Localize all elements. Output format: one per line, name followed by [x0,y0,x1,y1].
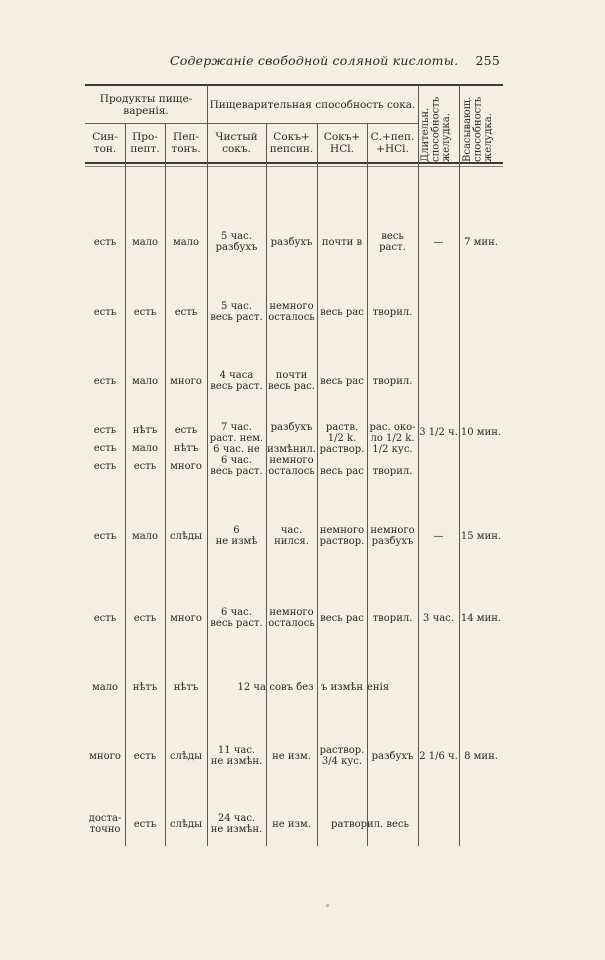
cell-syntonin: мало [91,681,119,693]
subheader-pure-juice: Чистый сокъ. [215,131,258,155]
cell-pure-juice: 4 часа весь раст. [210,370,263,392]
cell-juice-hcl: раствор. 3/4 кус. [319,745,365,767]
cell-syntonin: есть [93,375,117,387]
cell-juice-pepsin-hcl: немного разбухъ [370,525,415,547]
running-header-title: Содержаніе свободной соляной кислоты. [170,53,459,68]
cell-stomach-digestive: 2 1/6 ч. [419,750,458,762]
cell-juice-pepsin: разбухъ измѣнил. немного осталось [267,421,316,477]
header-stomach-digestive: Длительн. способность желудка. [420,96,452,162]
cell-peptone: много [170,612,202,624]
cell-propeptone: мало [131,375,159,387]
cell-juice-pepsin-hcl: рас. око- ло 1/2 k. 1/2 кус. творил. [369,421,416,477]
cell-juice-hcl: почти в [321,236,363,248]
cell-stomach-digestive [418,367,459,395]
cell-stomach-digestive [418,678,459,696]
cell-pure-juice: 6 час. весь раст. [210,607,263,629]
cell-pure-juice: 24 час. не измѣн. [210,813,263,835]
cell-pure-juice: 7 час. раст. нем. 6 час. не 6 час. весь раст. [209,421,264,477]
cell-propeptone: есть [133,750,157,762]
cell-juice-pepsin-hcl: разбухъ [371,750,414,762]
cell-propeptone: нѣтъ [132,681,158,693]
cell-syntonin: есть [93,530,117,542]
column-divider [459,85,460,846]
cell-stomach-digestive [418,298,459,326]
cell-peptone: нѣтъ [173,681,199,693]
cell-stomach-absorptive: 8 мин. [464,750,498,762]
cell-juice-pepsin-hcl: творил. [372,306,413,318]
cell-juice-hcl: весь рас [320,375,364,387]
header-digestion-products: Продукты пище- варенія. [99,93,193,117]
cell-stomach-absorptive [459,298,503,326]
cell-syntonin: много [89,750,121,762]
cell-syntonin: есть [93,306,117,318]
cell-propeptone: есть [133,306,157,318]
cell-stomach-absorptive [459,678,503,696]
cell-stomach-absorptive: 10 мин. [460,426,502,438]
cell-stomach-digestive: 3 час. [423,612,454,624]
cell-juice-pepsin: разбухъ [270,236,313,248]
cell-juice-pepsin: не изм. [272,750,311,762]
cell-juice-pepsin: час. нился. [274,525,309,547]
cell-syntonin: есть [93,612,117,624]
page-number: 255 [475,53,500,68]
subheader-juice-hcl: Сокъ+ HCl. [323,131,361,155]
cell-stomach-absorptive: 14 мин. [460,612,502,624]
cell-stomach-digestive: — [433,236,444,248]
cell-pure-juice: 5 час. весь раст. [210,301,263,323]
subheader-peptone: Пеп- тонъ. [171,131,201,155]
cell-peptone: много [170,375,202,387]
paper-speck [326,904,329,907]
subheader-propeptone: Про- пепт. [130,131,160,155]
cell-juice-pepsin: немного осталось [268,301,315,323]
cell-juice-hcl: весь рас [320,306,364,318]
cell-propeptone: есть [133,818,157,830]
cell-juice-pepsin: совъ без [269,681,314,693]
cell-juice-pepsin-hcl: енія [367,681,390,693]
cell-juice-hcl: ратвор [331,818,367,830]
cell-syntonin: доста- точно [88,813,122,835]
cell-peptone: есть [174,306,198,318]
cell-pure-juice: 6 не измѣ [215,525,258,547]
cell-juice-hcl: немного раствор. [319,525,365,547]
cell-stomach-absorptive [459,367,503,395]
cell-propeptone: мало [131,236,159,248]
header-digestive-power: Пищеварительная способность сока. [209,99,416,111]
cell-peptone: слѣды [169,530,203,542]
cell-stomach-digestive [418,810,459,838]
cell-juice-pepsin-hcl: ил. весь [367,818,409,830]
cell-juice-pepsin-hcl: творил. [372,375,413,387]
cell-pure-juice: 12 ча [237,681,266,693]
cell-syntonin: есть есть есть [93,425,117,472]
header-bottom-rule [85,162,503,164]
cell-stomach-digestive: 3 1/2 ч. [419,426,458,438]
cell-peptone: есть нѣтъ много [170,425,202,472]
cell-peptone: мало [172,236,200,248]
cell-propeptone: нѣтъ мало есть [131,425,159,472]
cell-juice-pepsin: не изм. [272,818,311,830]
cell-propeptone: мало [131,530,159,542]
cell-juice-hcl: раств. 1/2 k. раствор. весь рас [319,421,365,477]
header-stomach-absorptive: Всасывающ. способность желудка. [462,96,494,162]
cell-juice-hcl: ъ измѣн [320,681,364,693]
subheader-rule [85,123,418,124]
column-divider [418,85,419,846]
cell-propeptone: есть [133,612,157,624]
cell-pure-juice: 11 час. не измѣн. [210,745,263,767]
cell-syntonin: есть [93,236,117,248]
cell-juice-pepsin: немного осталось [268,607,315,629]
cell-juice-hcl: весь рас [320,612,364,624]
cell-juice-pepsin-hcl: весь раст. [379,231,406,253]
subheader-syntonin: Син- тон. [92,131,118,155]
cell-stomach-absorptive: 7 мин. [464,236,498,248]
cell-juice-pepsin: почти весь рас. [268,370,315,392]
cell-stomach-digestive: — [433,530,444,542]
header-bottom-rule-2 [85,166,503,167]
cell-peptone: слѣды [169,818,203,830]
table-top-rule [85,84,503,86]
cell-peptone: слѣды [169,750,203,762]
cell-juice-pepsin-hcl: творил. [372,612,413,624]
subheader-juice-pepsin: Сокъ+ пепсин. [269,131,314,155]
cell-pure-juice: 5 час. разбухъ [215,231,258,253]
subheader-juice-pepsin-hcl: С.+пеп. +HCl. [370,131,415,155]
cell-stomach-absorptive [459,810,503,838]
cell-stomach-absorptive: 15 мин. [460,530,502,542]
running-header [170,53,500,71]
